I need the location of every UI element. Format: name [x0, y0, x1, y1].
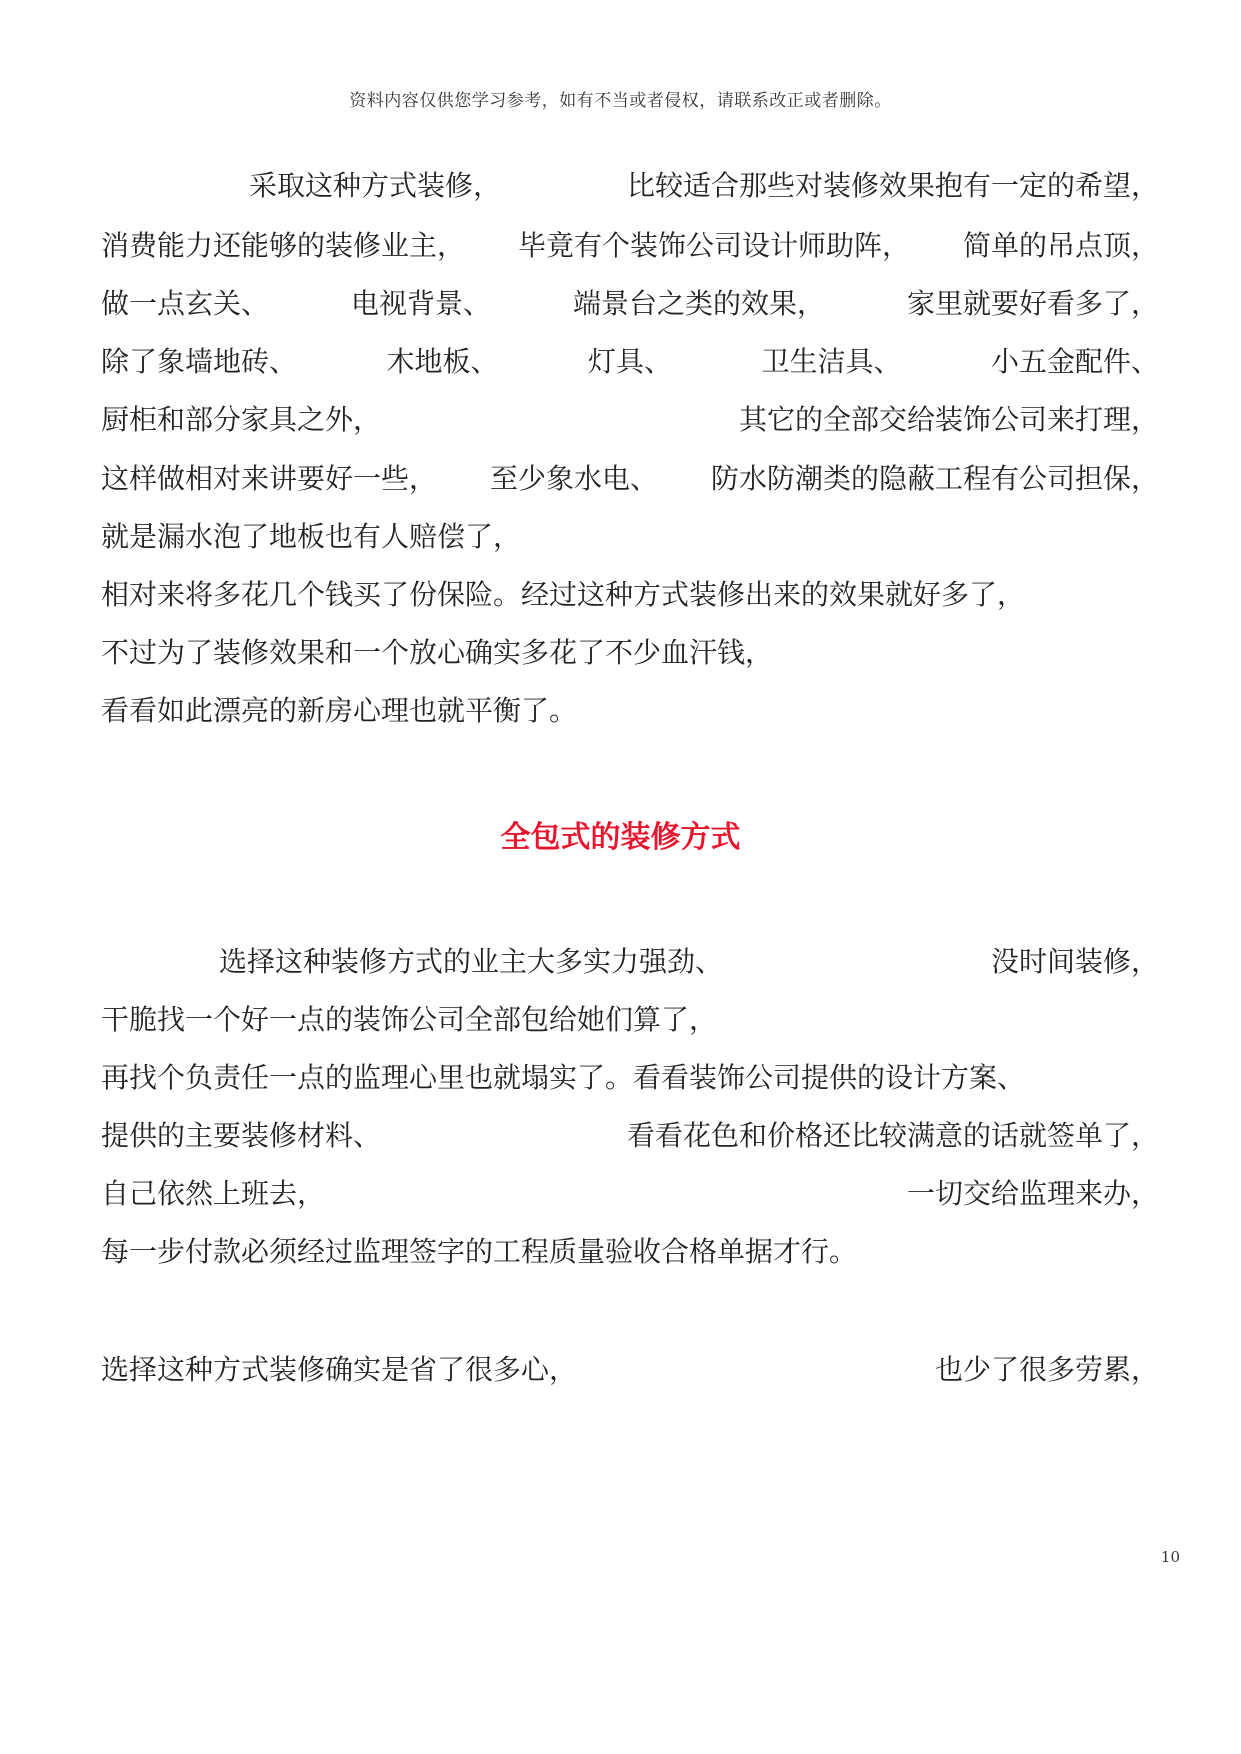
text-line	[101, 224, 1159, 268]
text-segment: 端景台之类的效果，	[572, 287, 825, 320]
text-segment: 没时间装修，	[990, 945, 1159, 978]
text-segment: 采取这种方式装修，	[249, 169, 502, 202]
text-line	[101, 689, 1159, 733]
text-segment: 再找个负责任一点的监理心里也就塌实了。看看装饰公司提供的设计方案、	[101, 1061, 1026, 1094]
text-line	[219, 940, 1159, 984]
text-segment: 选择这种装修方式的业主大多实力强劲、	[219, 945, 724, 978]
text-segment: 干脆找一个好一点的装饰公司全部包给她们算了，	[101, 1003, 718, 1036]
text-segment: 至少象水电、	[489, 462, 658, 495]
text-segment: 简单的吊点顶，	[962, 229, 1159, 262]
text-segment: 看看如此漂亮的新房心理也就平衡了。	[101, 694, 578, 727]
text-segment: 木地板、	[386, 345, 499, 378]
text-segment: 灯具、	[587, 345, 672, 378]
text-segment: 做一点玄关、	[101, 287, 270, 320]
text-segment: 提供的主要装修材料、	[101, 1119, 382, 1152]
text-segment: 小五金配件、	[990, 345, 1159, 378]
page-number: 10	[1160, 1548, 1180, 1566]
text-segment: 一切交给监理来办，	[906, 1177, 1159, 1210]
text-segment: 消费能力还能够的装修业主，	[101, 229, 466, 262]
text-segment: 看看花色和价格还比较满意的话就签单了，	[626, 1119, 1159, 1152]
text-segment: 就是漏水泡了地板也有人赔偿了，	[101, 520, 522, 553]
text-segment: 也少了很多劳累，	[934, 1353, 1159, 1386]
text-segment: 防水防潮类的隐蔽工程有公司担保，	[710, 462, 1159, 495]
text-line	[249, 164, 1159, 208]
text-segment: 相对来将多花几个钱买了份保险。经过这种方式装修出来的效果就好多了，	[101, 578, 1026, 611]
text-line	[101, 457, 1159, 501]
text-line	[101, 998, 1159, 1042]
text-segment: 这样做相对来讲要好一些，	[101, 462, 438, 495]
text-line	[101, 1348, 1159, 1392]
text-segment: 每一步付款必须经过监理签字的工程质量验收合格单据才行。	[101, 1235, 858, 1268]
text-segment: 家里就要好看多了，	[906, 287, 1159, 320]
text-line	[101, 515, 1159, 559]
text-line	[101, 340, 1159, 384]
text-segment: 厨柜和部分家具之外，	[101, 403, 382, 436]
text-segment: 其它的全部交给装饰公司来打理，	[738, 403, 1159, 436]
section-heading: 全包式的装修方式	[500, 820, 741, 855]
text-segment: 毕竟有个装饰公司设计师助阵，	[517, 229, 910, 262]
text-line	[101, 1230, 1159, 1274]
header-notice: 资料内容仅供您学习参考，如有不当或者侵权，请联系改正或者删除。	[349, 91, 892, 111]
text-segment: 卫生洁具、	[761, 345, 902, 378]
text-segment: 自己依然上班去，	[101, 1177, 326, 1210]
text-line	[101, 631, 1159, 675]
text-line	[101, 573, 1159, 617]
text-line	[101, 398, 1159, 442]
text-line	[101, 282, 1159, 326]
text-segment: 选择这种方式装修确实是省了很多心，	[101, 1353, 578, 1386]
text-segment: 除了象墙地砖、	[101, 345, 298, 378]
text-line	[101, 1172, 1159, 1216]
text-segment: 比较适合那些对装修效果抱有一定的希望，	[626, 169, 1159, 202]
text-segment: 电视背景、	[350, 287, 491, 320]
text-segment: 不过为了装修效果和一个放心确实多花了不少血汗钱，	[101, 636, 774, 669]
text-line	[101, 1056, 1159, 1100]
text-line	[101, 1114, 1159, 1158]
